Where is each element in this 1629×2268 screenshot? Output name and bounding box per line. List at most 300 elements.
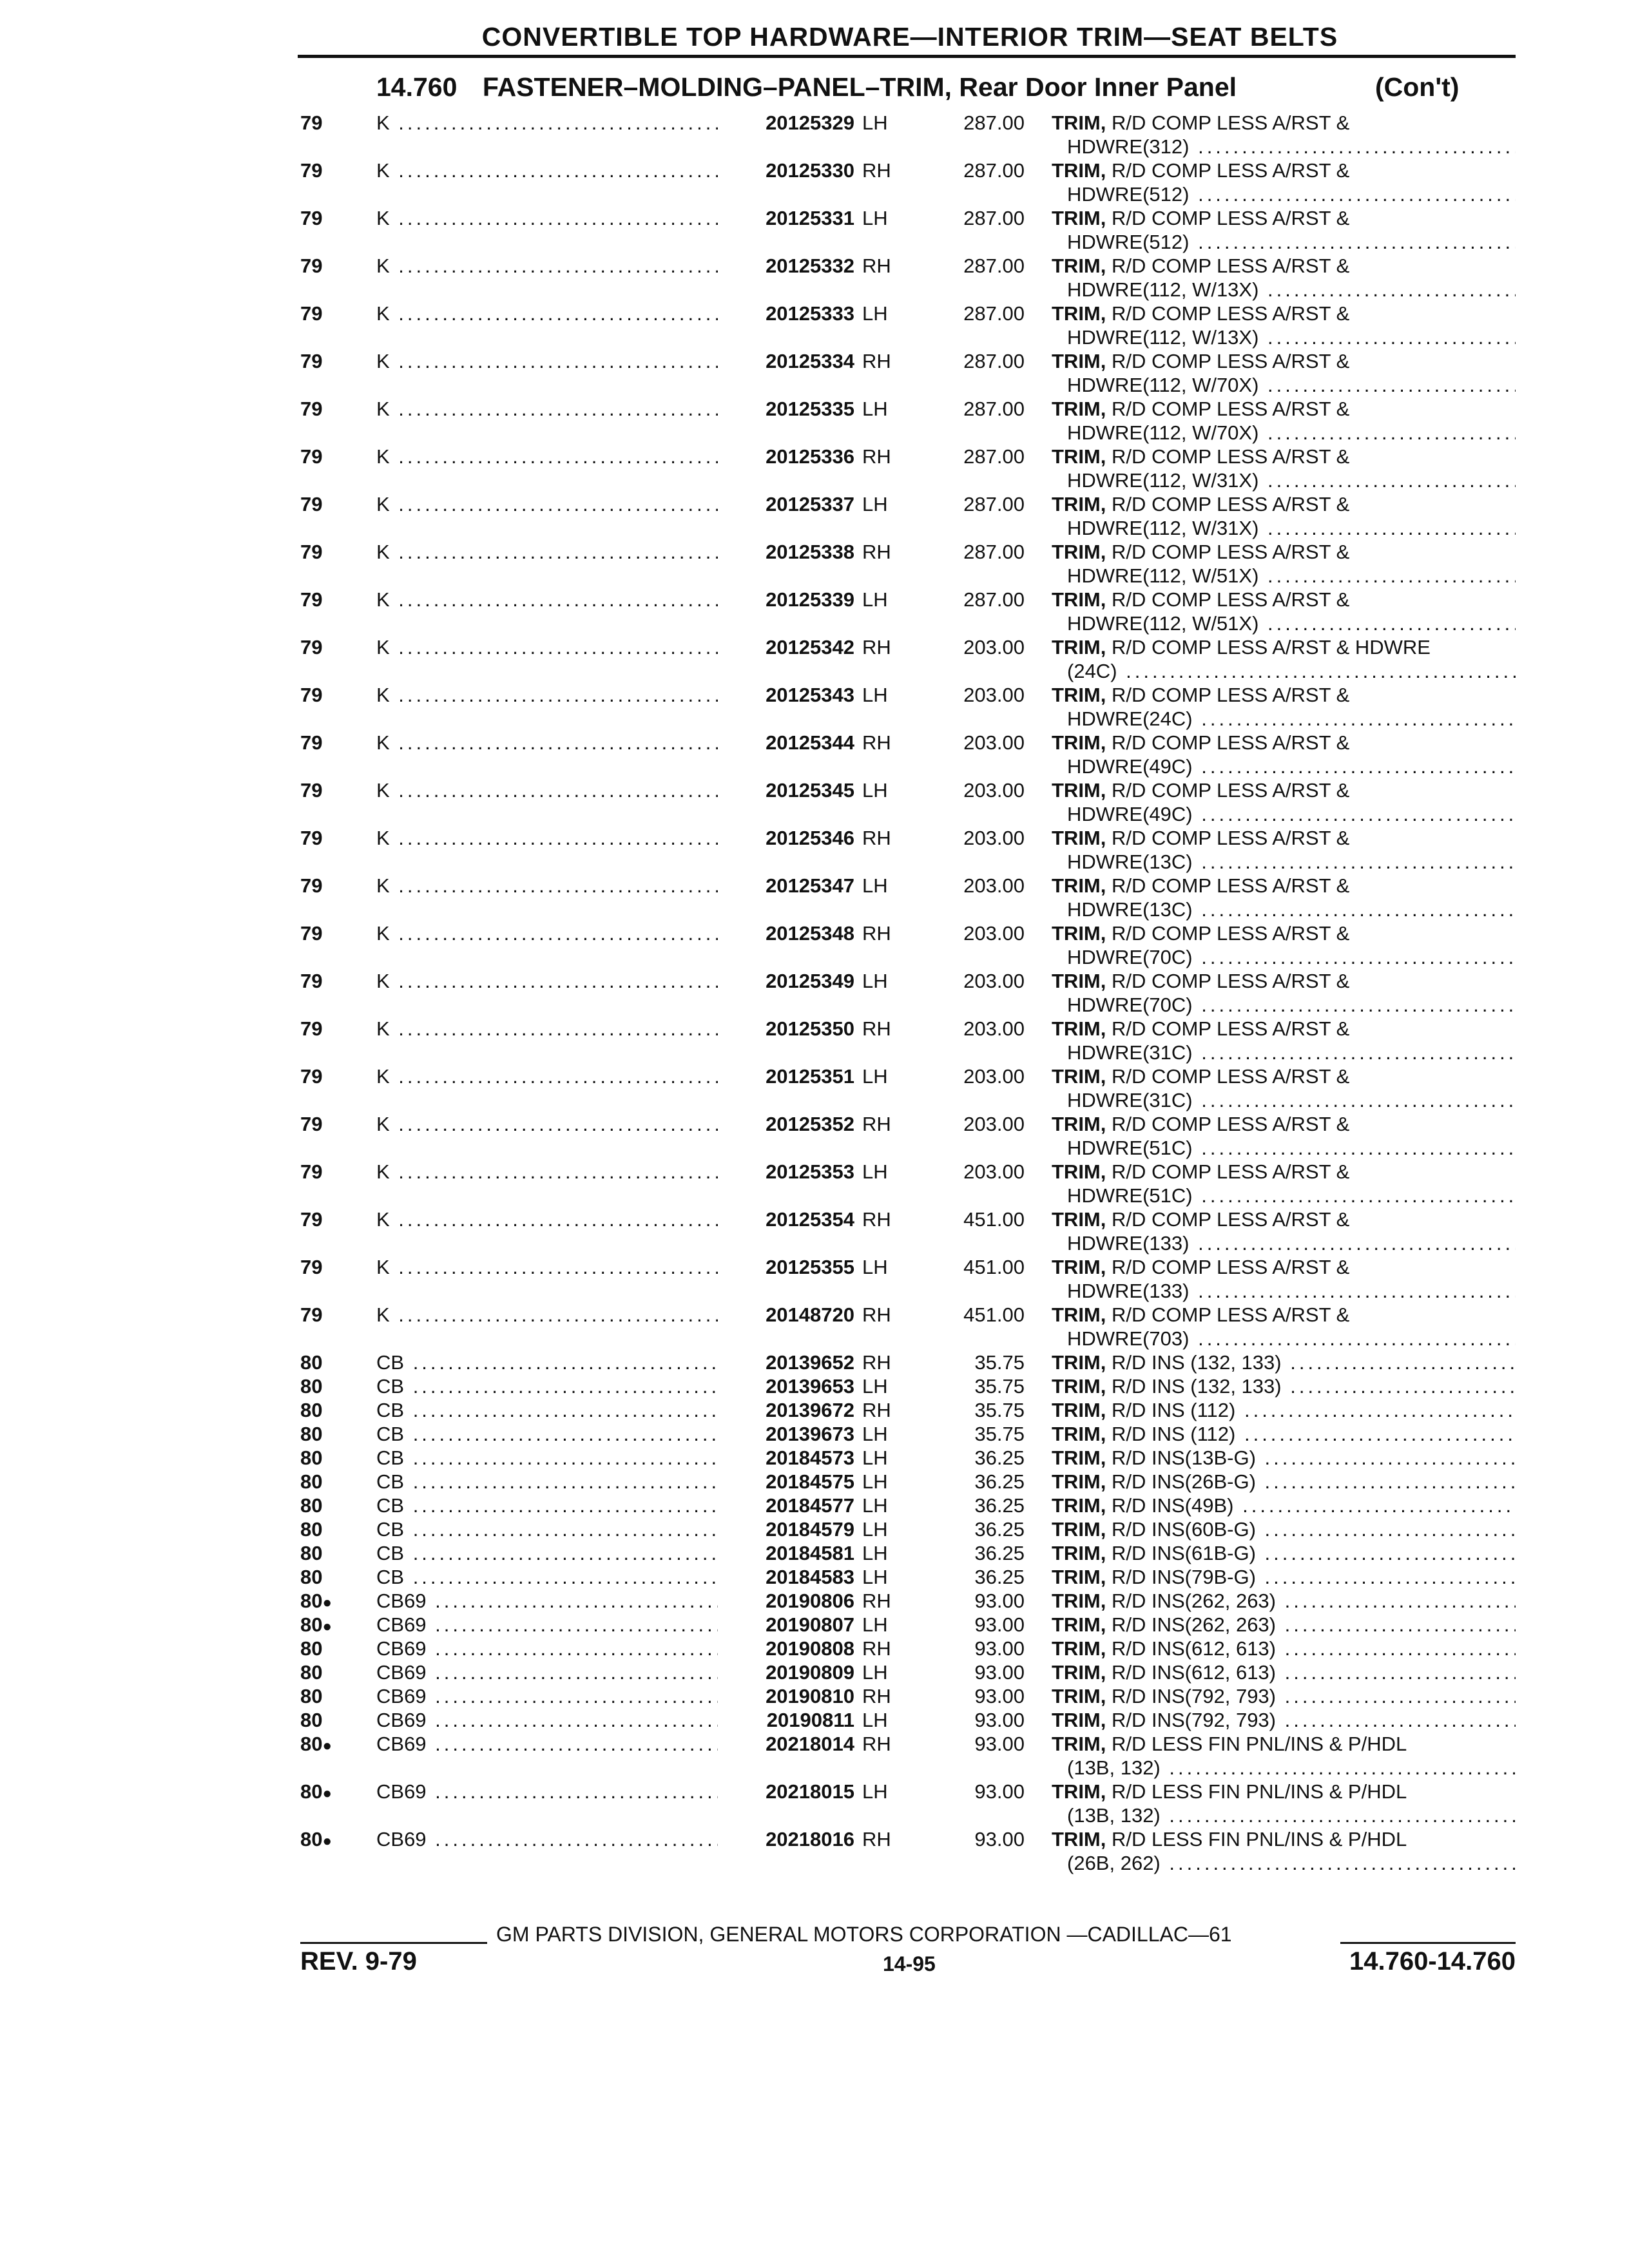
description bbox=[1052, 1398, 1516, 1422]
description-text: R/D COMP LESS A/RST & bbox=[1112, 207, 1350, 229]
description-text: R/D INS(60B-G) bbox=[1112, 1518, 1256, 1541]
figure-number-text: 80 bbox=[300, 1446, 323, 1469]
side: RH bbox=[862, 1733, 891, 1755]
table-row bbox=[0, 349, 1629, 397]
description-text: R/D COMP LESS A/RST & bbox=[1112, 731, 1350, 754]
figure-number-text: 80 bbox=[300, 1375, 323, 1398]
side: RH bbox=[862, 1208, 891, 1231]
figure-number bbox=[300, 349, 322, 375]
side: RH bbox=[862, 827, 891, 849]
description-line-2 bbox=[1052, 1803, 1516, 1827]
model-code-text: CB bbox=[376, 1423, 405, 1445]
table-row bbox=[0, 1422, 1629, 1446]
figure-number bbox=[300, 921, 322, 947]
model-code-text: CB bbox=[376, 1399, 405, 1421]
part-number: 20190807 bbox=[719, 1613, 854, 1637]
description bbox=[1052, 1613, 1516, 1637]
description bbox=[1052, 921, 1516, 969]
description-prefix: TRIM, bbox=[1052, 588, 1106, 611]
model-code-text: K bbox=[376, 302, 390, 325]
figure-number bbox=[300, 1017, 322, 1043]
description-text: R/D INS(612, 613) bbox=[1112, 1637, 1276, 1660]
description-prefix: TRIM, bbox=[1052, 1733, 1106, 1755]
price: 36.25 bbox=[974, 1542, 1025, 1564]
table-row bbox=[0, 588, 1629, 635]
model-code-text: CB69 bbox=[376, 1590, 427, 1612]
part-number: 20139653 bbox=[719, 1374, 854, 1398]
side: LH bbox=[862, 1661, 888, 1684]
table-row bbox=[0, 1613, 1629, 1637]
model-code bbox=[376, 540, 718, 564]
figure-number bbox=[300, 1565, 322, 1591]
description bbox=[1052, 1637, 1516, 1660]
part-number: 20218015 bbox=[719, 1780, 854, 1803]
side: LH bbox=[862, 588, 888, 611]
price: 203.00 bbox=[963, 922, 1025, 945]
description-continuation: HDWRE(13C) bbox=[1067, 898, 1193, 921]
figure-number-text: 79 bbox=[300, 1256, 323, 1278]
figure-number bbox=[300, 683, 322, 709]
figure-number bbox=[300, 1827, 332, 1853]
part-number: 20125345 bbox=[719, 778, 854, 802]
model-code bbox=[376, 445, 718, 468]
description-line-2 bbox=[1052, 1088, 1516, 1112]
model-code-text: K bbox=[376, 731, 390, 754]
description-line-1 bbox=[1052, 1446, 1516, 1470]
table-row bbox=[0, 1398, 1629, 1422]
price: 203.00 bbox=[963, 1017, 1025, 1040]
side: LH bbox=[862, 684, 888, 706]
model-code bbox=[376, 1589, 718, 1613]
model-code-text: K bbox=[376, 350, 390, 372]
model-code-text: K bbox=[376, 1256, 390, 1278]
description-line-1 bbox=[1052, 1064, 1516, 1088]
description-line-1 bbox=[1052, 1708, 1516, 1732]
description-line-1 bbox=[1052, 302, 1516, 325]
table-row bbox=[0, 397, 1629, 445]
side: RH bbox=[862, 445, 891, 468]
description-line-1 bbox=[1052, 1660, 1516, 1684]
table-row bbox=[0, 1494, 1629, 1517]
table-row bbox=[0, 1780, 1629, 1827]
model-code-text: CB bbox=[376, 1470, 405, 1493]
description bbox=[1052, 1017, 1516, 1064]
description-continuation: HDWRE(112, W/70X) bbox=[1067, 421, 1259, 444]
model-code bbox=[376, 1565, 718, 1589]
description-line-2 bbox=[1052, 468, 1516, 492]
table-row bbox=[0, 1112, 1629, 1160]
table-row bbox=[0, 159, 1629, 206]
part-number: 20125329 bbox=[719, 111, 854, 135]
price: 35.75 bbox=[974, 1399, 1025, 1421]
description-line-1 bbox=[1052, 111, 1516, 135]
part-number: 20125338 bbox=[719, 540, 854, 564]
description bbox=[1052, 206, 1516, 254]
model-code bbox=[376, 302, 718, 325]
part-number: 20125354 bbox=[719, 1207, 854, 1231]
new-part-bullet: ● bbox=[322, 1737, 332, 1754]
figure-number bbox=[300, 1541, 322, 1567]
description-prefix: TRIM, bbox=[1052, 1160, 1106, 1183]
model-code-text: CB bbox=[376, 1518, 405, 1541]
side: LH bbox=[862, 970, 888, 992]
description-line-2 bbox=[1052, 373, 1516, 397]
table-row bbox=[0, 1160, 1629, 1207]
description-prefix: TRIM, bbox=[1052, 1542, 1106, 1564]
description-text: R/D COMP LESS A/RST & bbox=[1112, 684, 1350, 706]
description-line-1 bbox=[1052, 1112, 1516, 1136]
figure-number bbox=[300, 1470, 322, 1495]
description-prefix: TRIM, bbox=[1052, 541, 1106, 563]
description bbox=[1052, 1207, 1516, 1255]
description bbox=[1052, 1732, 1516, 1780]
table-row bbox=[0, 1350, 1629, 1374]
table-row bbox=[0, 1541, 1629, 1565]
description-line-2 bbox=[1052, 850, 1516, 874]
side: LH bbox=[862, 1613, 888, 1636]
description-continuation: (24C) bbox=[1067, 660, 1117, 682]
description-line-2 bbox=[1052, 1041, 1516, 1064]
figure-number bbox=[300, 1613, 332, 1639]
description-prefix: TRIM, bbox=[1052, 350, 1106, 372]
figure-number bbox=[300, 1207, 322, 1233]
description-line-2 bbox=[1052, 421, 1516, 445]
model-code-text: CB bbox=[376, 1446, 405, 1469]
figure-number-text: 79 bbox=[300, 636, 323, 658]
price: 36.25 bbox=[974, 1518, 1025, 1541]
model-code-text: CB69 bbox=[376, 1661, 427, 1684]
description-continuation: (13B, 132) bbox=[1067, 1756, 1161, 1779]
model-code-text: K bbox=[376, 970, 390, 992]
description-line-2 bbox=[1052, 1279, 1516, 1303]
model-code-text: K bbox=[376, 541, 390, 563]
model-code-text: K bbox=[376, 922, 390, 945]
table-row bbox=[0, 1064, 1629, 1112]
table-row bbox=[0, 1017, 1629, 1064]
figure-number-text: 79 bbox=[300, 779, 323, 802]
description-prefix: TRIM, bbox=[1052, 1685, 1106, 1707]
model-code-text: K bbox=[376, 779, 390, 802]
figure-number-text: 80 bbox=[300, 1399, 323, 1421]
description-line-1 bbox=[1052, 397, 1516, 421]
description-line-1 bbox=[1052, 445, 1516, 468]
description bbox=[1052, 1494, 1516, 1517]
price: 36.25 bbox=[974, 1470, 1025, 1493]
figure-number bbox=[300, 206, 322, 232]
model-code bbox=[376, 206, 718, 230]
price: 203.00 bbox=[963, 779, 1025, 802]
side: LH bbox=[862, 111, 888, 134]
description-continuation: HDWRE(512) bbox=[1067, 231, 1190, 253]
figure-number bbox=[300, 1303, 322, 1329]
description-prefix: TRIM, bbox=[1052, 970, 1106, 992]
description bbox=[1052, 302, 1516, 349]
part-number: 20190806 bbox=[719, 1589, 854, 1613]
figure-number bbox=[300, 397, 322, 423]
description-continuation: HDWRE(703) bbox=[1067, 1327, 1190, 1350]
description-text: R/D COMP LESS A/RST & bbox=[1112, 1256, 1350, 1278]
description-prefix: TRIM, bbox=[1052, 1637, 1106, 1660]
description-continuation: HDWRE(49C) bbox=[1067, 803, 1193, 825]
part-number: 20218016 bbox=[719, 1827, 854, 1851]
description-prefix: TRIM, bbox=[1052, 1494, 1106, 1517]
description-prefix: TRIM, bbox=[1052, 1017, 1106, 1040]
description-line-1 bbox=[1052, 969, 1516, 993]
figure-number-text: 79 bbox=[300, 1017, 323, 1040]
part-number: 20125344 bbox=[719, 731, 854, 754]
description-line-2 bbox=[1052, 135, 1516, 159]
description bbox=[1052, 1827, 1516, 1875]
description-line-1 bbox=[1052, 1398, 1516, 1422]
model-code-text: K bbox=[376, 684, 390, 706]
description-prefix: TRIM, bbox=[1052, 1518, 1106, 1541]
description-text: R/D INS (132, 133) bbox=[1112, 1375, 1282, 1398]
model-code bbox=[376, 1255, 718, 1279]
table-row bbox=[0, 1470, 1629, 1494]
description-text: R/D COMP LESS A/RST & bbox=[1112, 302, 1350, 325]
figure-number-text: 80 bbox=[300, 1590, 323, 1612]
description-prefix: TRIM, bbox=[1052, 1709, 1106, 1731]
figure-number-text: 79 bbox=[300, 159, 323, 182]
description-line-2 bbox=[1052, 898, 1516, 921]
model-code-text: CB bbox=[376, 1542, 405, 1564]
table-row bbox=[0, 206, 1629, 254]
description-continuation: HDWRE(112, W/70X) bbox=[1067, 374, 1259, 396]
figure-number bbox=[300, 445, 322, 470]
model-code bbox=[376, 1207, 718, 1231]
price: 93.00 bbox=[974, 1685, 1025, 1707]
description-text: R/D COMP LESS A/RST & HDWRE bbox=[1112, 636, 1431, 658]
description-prefix: TRIM, bbox=[1052, 1399, 1106, 1421]
description-prefix: TRIM, bbox=[1052, 1113, 1106, 1135]
table-row bbox=[0, 1660, 1629, 1684]
description bbox=[1052, 683, 1516, 731]
figure-number bbox=[300, 1160, 322, 1186]
description-continuation: HDWRE(312) bbox=[1067, 135, 1190, 158]
table-row bbox=[0, 635, 1629, 683]
side: RH bbox=[862, 1351, 891, 1374]
model-code-text: CB bbox=[376, 1566, 405, 1588]
description-line-1 bbox=[1052, 1422, 1516, 1446]
part-number: 20125343 bbox=[719, 683, 854, 707]
figure-number bbox=[300, 874, 322, 899]
figure-number-text: 80 bbox=[300, 1423, 323, 1445]
price: 287.00 bbox=[963, 541, 1025, 563]
description-line-2 bbox=[1052, 754, 1516, 778]
table-row bbox=[0, 969, 1629, 1017]
side: RH bbox=[862, 255, 891, 277]
model-code-text: K bbox=[376, 445, 390, 468]
new-part-bullet: ● bbox=[322, 1618, 332, 1635]
description bbox=[1052, 1470, 1516, 1494]
description-text: R/D COMP LESS A/RST & bbox=[1112, 827, 1350, 849]
description-prefix: TRIM, bbox=[1052, 1065, 1106, 1088]
description bbox=[1052, 397, 1516, 445]
figure-number-text: 79 bbox=[300, 541, 323, 563]
part-number: 20125355 bbox=[719, 1255, 854, 1279]
part-number: 20125346 bbox=[719, 826, 854, 850]
part-number: 20125347 bbox=[719, 874, 854, 898]
description-line-2 bbox=[1052, 230, 1516, 254]
description bbox=[1052, 826, 1516, 874]
figure-number-text: 80 bbox=[300, 1661, 323, 1684]
part-number: 20125335 bbox=[719, 397, 854, 421]
part-number: 20190808 bbox=[719, 1637, 854, 1660]
description-line-1 bbox=[1052, 1541, 1516, 1565]
part-number: 20190811 bbox=[719, 1708, 854, 1732]
section-continued: (Con't) bbox=[1375, 72, 1460, 102]
part-number: 20125330 bbox=[719, 159, 854, 182]
table-row bbox=[0, 1708, 1629, 1732]
model-code bbox=[376, 111, 718, 135]
description-line-1 bbox=[1052, 588, 1516, 611]
part-number: 20148720 bbox=[719, 1303, 854, 1327]
description-prefix: TRIM, bbox=[1052, 1208, 1106, 1231]
description-text: R/D COMP LESS A/RST & bbox=[1112, 1208, 1350, 1231]
side: LH bbox=[862, 1542, 888, 1564]
price: 36.25 bbox=[974, 1494, 1025, 1517]
model-code bbox=[376, 1637, 718, 1660]
model-code-text: K bbox=[376, 827, 390, 849]
side: LH bbox=[862, 302, 888, 325]
description bbox=[1052, 1780, 1516, 1827]
description bbox=[1052, 492, 1516, 540]
figure-number bbox=[300, 1732, 332, 1758]
figure-number bbox=[300, 778, 322, 804]
figure-number bbox=[300, 1660, 322, 1686]
description bbox=[1052, 874, 1516, 921]
description-line-2 bbox=[1052, 564, 1516, 588]
table-row bbox=[0, 1589, 1629, 1613]
model-code bbox=[376, 1494, 718, 1517]
description-continuation: HDWRE(31C) bbox=[1067, 1041, 1193, 1064]
description-line-1 bbox=[1052, 731, 1516, 754]
table-row bbox=[0, 1827, 1629, 1875]
model-code-text: K bbox=[376, 588, 390, 611]
table-row bbox=[0, 111, 1629, 159]
description-text: R/D COMP LESS A/RST & bbox=[1112, 1065, 1350, 1088]
model-code bbox=[376, 1112, 718, 1136]
model-code bbox=[376, 1470, 718, 1494]
part-number: 20125351 bbox=[719, 1064, 854, 1088]
description-continuation: HDWRE(31C) bbox=[1067, 1089, 1193, 1111]
figure-number bbox=[300, 1637, 322, 1662]
part-number: 20139652 bbox=[719, 1350, 854, 1374]
description-prefix: TRIM, bbox=[1052, 255, 1106, 277]
model-code-text: K bbox=[376, 111, 390, 134]
description bbox=[1052, 1160, 1516, 1207]
price: 93.00 bbox=[974, 1828, 1025, 1850]
figure-number bbox=[300, 1398, 322, 1424]
side: LH bbox=[862, 1780, 888, 1803]
figure-number bbox=[300, 635, 322, 661]
description-line-1 bbox=[1052, 1470, 1516, 1494]
description bbox=[1052, 254, 1516, 302]
description-continuation: HDWRE(51C) bbox=[1067, 1137, 1193, 1159]
table-row bbox=[0, 540, 1629, 588]
figure-number-text: 79 bbox=[300, 970, 323, 992]
model-code-text: CB bbox=[376, 1351, 405, 1374]
description-continuation: HDWRE(112, W/51X) bbox=[1067, 612, 1259, 635]
model-code-text: K bbox=[376, 1303, 390, 1326]
price: 287.00 bbox=[963, 159, 1025, 182]
description bbox=[1052, 349, 1516, 397]
model-code-text: K bbox=[376, 1208, 390, 1231]
figure-number-text: 79 bbox=[300, 1303, 323, 1326]
price: 93.00 bbox=[974, 1709, 1025, 1731]
price: 287.00 bbox=[963, 111, 1025, 134]
description-continuation: HDWRE(133) bbox=[1067, 1232, 1190, 1254]
model-code bbox=[376, 635, 718, 659]
section-title bbox=[376, 72, 1472, 102]
side: LH bbox=[862, 1065, 888, 1088]
price: 287.00 bbox=[963, 445, 1025, 468]
description-line-2 bbox=[1052, 1184, 1516, 1207]
description-line-1 bbox=[1052, 159, 1516, 182]
side: LH bbox=[862, 1446, 888, 1469]
model-code-text: CB69 bbox=[376, 1637, 427, 1660]
figure-number bbox=[300, 1064, 322, 1090]
description bbox=[1052, 588, 1516, 635]
figure-number-text: 79 bbox=[300, 398, 323, 420]
model-code bbox=[376, 1350, 718, 1374]
description-continuation: HDWRE(24C) bbox=[1067, 707, 1193, 730]
figure-number bbox=[300, 731, 322, 756]
new-part-bullet: ● bbox=[322, 1832, 332, 1850]
figure-number bbox=[300, 1446, 322, 1472]
model-code-text: K bbox=[376, 1017, 390, 1040]
description-line-1 bbox=[1052, 349, 1516, 373]
description-line-1 bbox=[1052, 1017, 1516, 1041]
table-row bbox=[0, 254, 1629, 302]
description-text: R/D INS(792, 793) bbox=[1112, 1709, 1276, 1731]
model-code bbox=[376, 1660, 718, 1684]
price: 287.00 bbox=[963, 302, 1025, 325]
figure-number-text: 80 bbox=[300, 1566, 323, 1588]
side: LH bbox=[862, 1423, 888, 1445]
model-code-text: K bbox=[376, 874, 390, 897]
part-number: 20218014 bbox=[719, 1732, 854, 1756]
part-number: 20125336 bbox=[719, 445, 854, 468]
description-line-1 bbox=[1052, 1303, 1516, 1327]
description bbox=[1052, 1255, 1516, 1303]
description-line-1 bbox=[1052, 1780, 1516, 1803]
description-continuation: HDWRE(70C) bbox=[1067, 994, 1193, 1016]
figure-number bbox=[300, 111, 322, 137]
model-code-text: CB bbox=[376, 1494, 405, 1517]
table-row bbox=[0, 302, 1629, 349]
description-text: R/D COMP LESS A/RST & bbox=[1112, 255, 1350, 277]
model-code-text: CB69 bbox=[376, 1733, 427, 1755]
price: 35.75 bbox=[974, 1423, 1025, 1445]
figure-number-text: 79 bbox=[300, 111, 323, 134]
description-text: R/D COMP LESS A/RST & bbox=[1112, 588, 1350, 611]
description-text: R/D INS(79B-G) bbox=[1112, 1566, 1256, 1588]
figure-number-text: 80 bbox=[300, 1780, 323, 1803]
model-code-text: K bbox=[376, 636, 390, 658]
description bbox=[1052, 1684, 1516, 1708]
model-code bbox=[376, 1446, 718, 1470]
description-line-1 bbox=[1052, 683, 1516, 707]
side: LH bbox=[862, 1160, 888, 1183]
model-code bbox=[376, 874, 718, 898]
model-code bbox=[376, 731, 718, 754]
description-prefix: TRIM, bbox=[1052, 207, 1106, 229]
price: 451.00 bbox=[963, 1208, 1025, 1231]
model-code-text: CB69 bbox=[376, 1709, 427, 1731]
figure-number bbox=[300, 1708, 322, 1734]
figure-number-text: 79 bbox=[300, 1113, 323, 1135]
